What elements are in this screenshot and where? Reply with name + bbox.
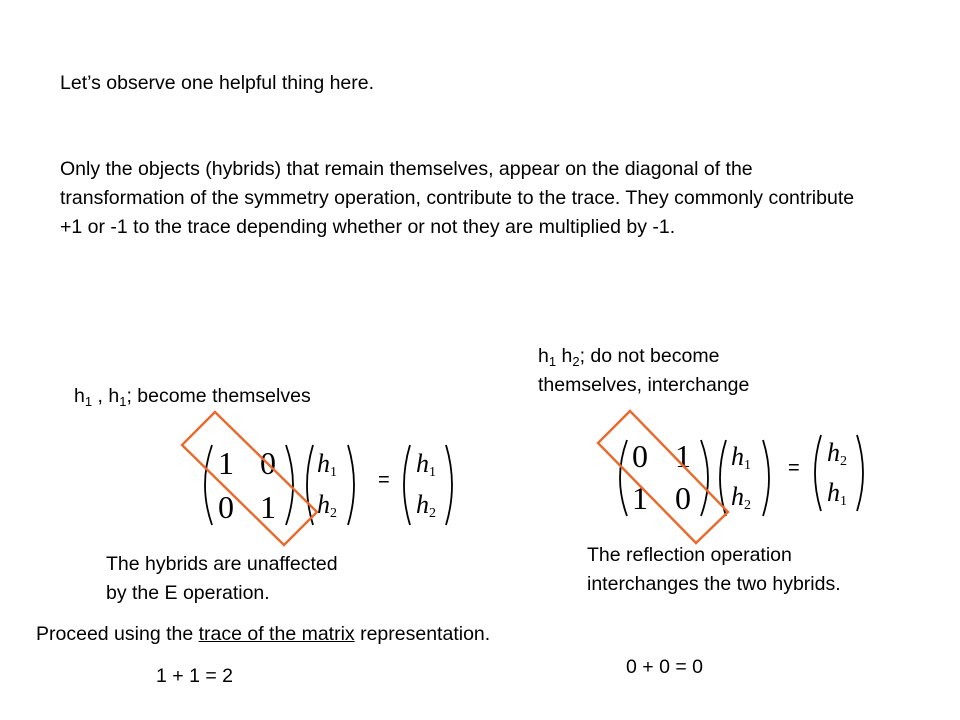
vector-entry: h1: [317, 449, 337, 480]
left-trace-sum: 1 + 1 = 2: [156, 665, 233, 687]
matrix-cell: 0: [632, 438, 648, 474]
equals-sign: =: [788, 457, 800, 479]
trace-explanation-paragraph: Only the objects (hybrids) that remain themselves, appear on the diagonal of the transformation of the symmetry operation, contribute to the trace. They commonly contribute +1 or -1 to the trace depending whether or not they are multiplied by -1.: [60, 158, 855, 238]
matrix-cell: 1: [260, 489, 276, 525]
left-caption: The hybrids are unaffected by the E operation.: [106, 553, 338, 604]
matrix-cell: 1: [218, 445, 234, 481]
vector-entry: h1: [827, 478, 847, 509]
right-trace-sum: 0 + 0 = 0: [626, 656, 703, 678]
vector-entry: h1: [416, 449, 436, 480]
vector-entry: h1: [731, 442, 751, 473]
diagonal-highlight-box: [182, 412, 317, 545]
vector-entry: h2: [731, 482, 751, 513]
vector-entry: h2: [416, 490, 436, 521]
matrix-cell: 1: [632, 480, 648, 516]
proceed-instruction: Proceed using the trace of the matrix representation.: [36, 623, 491, 645]
right-caption: The reflection operation interchanges the two hybrids.: [587, 544, 841, 595]
equals-sign: =: [378, 469, 390, 491]
matrix-cell: 0: [218, 489, 234, 525]
vector-entry: h2: [317, 490, 337, 521]
off-diagonal-highlight-box: [598, 411, 728, 543]
right-heading: $h_1$ $h_2$; do not become themselves, interchange: [538, 345, 750, 396]
matrix-cell: 0: [675, 480, 691, 516]
intro-text: Let’s observe one helpful thing here.: [60, 72, 375, 94]
left-heading: $h_1$ , $h_1$; become themselves: [74, 385, 311, 409]
vector-entry: h2: [827, 438, 847, 469]
trace-of-matrix-underlined: trace of the matrix: [198, 623, 355, 645]
matrix-cell: 1: [675, 438, 691, 474]
matrix-cell: 0: [260, 445, 276, 481]
